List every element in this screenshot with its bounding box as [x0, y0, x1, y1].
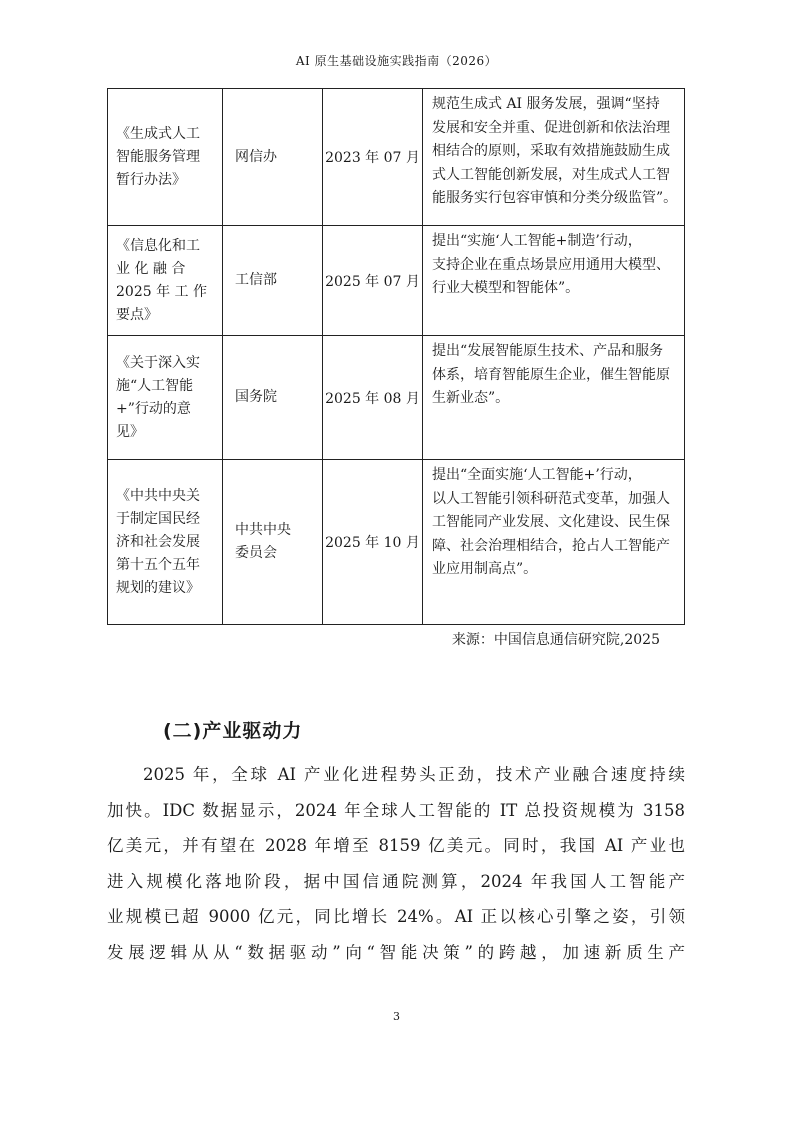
description-line: 工智能同产业发展、文化建设、民生保: [432, 514, 670, 530]
description-line: 式人工智能创新发展，对生成式人工智: [432, 166, 670, 183]
description-line: 障、社会治理相结合，抢占人工智能产: [432, 537, 670, 554]
description-line: 支持企业在重点场景应用通用大模型、: [432, 256, 670, 273]
date-cell: 2023 年 07 月: [323, 89, 423, 226]
table-source-note: 来源：中国信息通信研究院,2025: [451, 632, 660, 648]
policy-name-line: 规划的建议》: [116, 579, 200, 596]
date-cell: 2025 年 08 月: [323, 336, 423, 460]
description-cell: [423, 336, 685, 460]
issuer-line: 网信办: [235, 148, 277, 165]
policy-name-line: 《生成式人工: [116, 125, 200, 142]
issuer-line: 中共中央: [235, 522, 291, 538]
policy-name-line: 业 化 融 合: [116, 260, 186, 277]
policy-name-line: 《信息化和工: [116, 237, 200, 254]
description-line: 生新业态”。: [432, 390, 510, 406]
policy-name-line: 第十五个五年: [116, 556, 200, 573]
running-header: AI 原生基础设施实践指南（2026）: [295, 54, 498, 68]
description-cell: [423, 89, 685, 226]
issuer-cell: [223, 226, 323, 336]
issuer-cell: [223, 89, 323, 226]
issuer-cell: [223, 336, 323, 460]
policy-name-line: +”行动的意: [116, 400, 191, 417]
description-line: 能服务实行包容审慎和分类分级监管”。: [432, 190, 678, 206]
description-cell: [423, 460, 685, 625]
body-paragraph: [107, 757, 685, 970]
date-cell: 2025 年 07 月: [323, 226, 423, 336]
description-line: 发展和安全并重、促进创新和依法治理: [432, 119, 670, 136]
table-row: [108, 336, 685, 460]
description-line: 体系，培育智能原生企业，催生智能原: [432, 366, 670, 383]
policy-name-line: 智能服务管理: [116, 148, 200, 165]
issuer-line: 委员会: [235, 545, 277, 561]
issuer-cell: [223, 460, 323, 625]
policy-name-line: 暂行办法》: [116, 171, 186, 188]
policy-name-line: 要点》: [116, 306, 158, 323]
description-cell: [423, 226, 685, 336]
page-number: 3: [393, 1010, 400, 1023]
description-line: 提出“发展智能原生技术、产品和服务: [432, 343, 664, 359]
date-cell: 2025 年 10 月: [323, 460, 423, 625]
policy-name-cell: [108, 226, 223, 336]
paragraph-line: 2025 年，全球 AI 产业化进程势头正劲，技术产业融合速度持续: [143, 765, 685, 784]
policy-name-cell: [108, 460, 223, 625]
description-line: 提出“全面实施‘人工智能+’行动，: [432, 467, 642, 483]
issuer-line: 国务院: [235, 389, 277, 405]
paragraph-line: 业规模已超 9000 亿元，同比增长 24%。AI 正以核心引擎之姿，引领: [107, 907, 685, 926]
paragraph-line: 进入规模化落地阶段，据中国信通院测算，2024 年我国人工智能产: [107, 871, 685, 891]
policy-name-line: 《中共中央关: [116, 487, 200, 504]
policy-name-cell: [108, 89, 223, 226]
table-row: [108, 226, 685, 336]
policy-name-line: 见》: [116, 423, 144, 440]
description-line: 行业大模型和智能体”。: [432, 280, 580, 296]
policy-table: [107, 88, 685, 625]
table-row: [108, 89, 685, 226]
section-heading: (二)产业驱动力: [163, 720, 303, 742]
paragraph-line: 亿美元，并有望在 2028 年增至 8159 亿美元。同时，我国 AI 产业也: [107, 836, 685, 855]
paragraph-line: 发展逻辑从从“数据驱动”向“智能决策”的跨越，加速新质生产: [107, 942, 685, 962]
description-line: 业应用制高点”。: [432, 561, 538, 577]
table-row: [108, 460, 685, 625]
policy-name-cell: [108, 336, 223, 460]
policy-name-line: 施“人工智能: [116, 377, 194, 394]
description-line: 以人工智能引领科研范式变革，加强人: [432, 490, 670, 507]
description-line: 提出“实施‘人工智能+制造’行动，: [432, 233, 642, 249]
policy-name-line: 济和社会发展: [116, 533, 200, 550]
policy-name-line: 《关于深入实: [116, 354, 200, 371]
policy-name-line: 2025 年 工 作: [116, 283, 207, 300]
description-line: 相结合的原则，采取有效措施鼓励生成: [432, 143, 670, 159]
issuer-line: 工信部: [235, 272, 277, 288]
description-line: 规范生成式 AI 服务发展，强调“坚持: [432, 96, 660, 112]
policy-name-line: 于制定国民经: [116, 510, 200, 527]
paragraph-line: 加快。IDC 数据显示，2024 年全球人工智能的 IT 总投资规模为 3158: [107, 800, 685, 820]
